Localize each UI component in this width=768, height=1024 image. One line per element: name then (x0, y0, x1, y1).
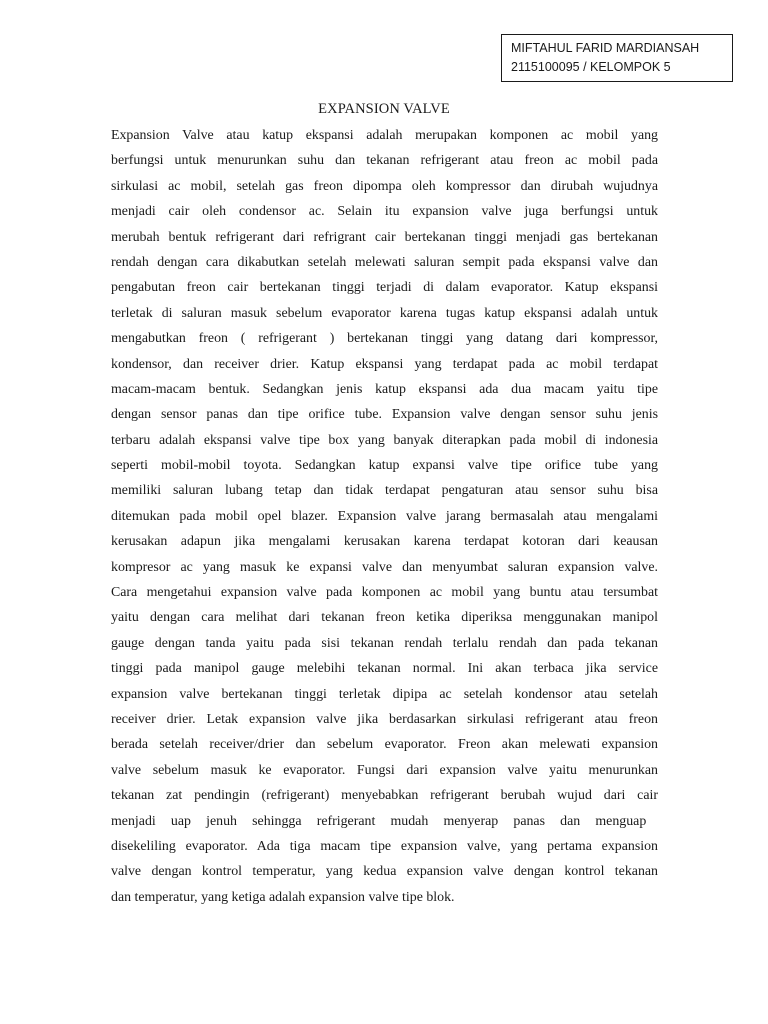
body-line: Expansion Valve atau katup ekspansi adalah merupakan komponen ac mobil yang (111, 128, 658, 143)
body-line: Cara mengetahui expansion valve pada komponen ac mobil yang buntu atau tersumbat (111, 585, 658, 601)
body-line: rendah dengan cara dikabutkan setelah melewati saluran sempit pada ekspansi valve dan (111, 254, 658, 270)
body-line: yaitu dengan cara melihat dari tekanan freon ketika diperiksa menggunakan manipol (111, 610, 658, 626)
body-line: valve dengan kontrol temperatur, yang kedua expansion valve dengan kontrol tekanan (111, 864, 658, 880)
document-body (111, 123, 658, 910)
body-line: terbaru adalah ekspansi valve tipe box yang banyak diterapkan pada mobil di indonesia (111, 432, 658, 448)
author-id-box (501, 34, 733, 82)
body-line: seperti mobil-mobil toyota. Sedangkan katup expansi valve tipe orifice tube yang (111, 458, 658, 474)
body-line: mengabutkan freon ( refrigerant ) bertekanan tinggi yang datang dari kompressor, (111, 331, 658, 347)
body-line: gauge dengan tanda yaitu pada sisi tekanan rendah terlalu rendah dan pada tekanan (111, 635, 658, 651)
body-line: receiver drier. Letak expansion valve jika berdasarkan sirkulasi refrigerant atau freon (111, 711, 658, 727)
body-line: kondensor, dan receiver drier. Katup ekspansi yang terdapat pada ac mobil terdapat (111, 356, 658, 372)
body-line: tekanan zat pendingin (refrigerant) menyebabkan refrigerant berubah wujud dari cair (111, 788, 658, 804)
body-line: macam-macam bentuk. Sedangkan jenis katup ekspansi ada dua macam yaitu tipe (111, 381, 658, 397)
body-line: tinggi pada manipol gauge melebihi tekanan normal. Ini akan terbaca jika service (111, 661, 658, 677)
body-line: dan temperatur, yang ketiga adalah expansion valve tipe blok. (111, 889, 455, 905)
body-line: pengabutan freon cair bertekanan tinggi terjadi di dalam evaporator. Katup ekspansi (111, 280, 658, 296)
body-line: valve sebelum masuk ke evaporator. Fungsi dari expansion valve yaitu menurunkan (111, 762, 658, 778)
body-line: berada setelah receiver/drier dan sebelum evaporator. Freon akan melewati expansion (111, 737, 658, 753)
body-line: terletak di saluran masuk sebelum evaporator karena tugas katup ekspansi adalah untuk (111, 305, 658, 321)
body-line: disekeliling evaporator. Ada tiga macam tipe expansion valve, yang pertama expansion (111, 838, 658, 854)
body-line: sirkulasi ac mobil, setelah gas freon dipompa oleh kompressor dan dirubah wujudnya (111, 178, 658, 194)
body-line: expansion valve bertekanan tinggi terletak dipipa ac setelah kondensor atau setelah (111, 686, 658, 702)
body-line: memiliki saluran lubang tetap dan tidak terdapat pengaturan atau sensor suhu bisa (111, 483, 658, 499)
body-line: menjadi cair oleh condensor ac. Selain itu expansion valve juga berfungsi untuk (111, 204, 658, 220)
document-title: EXPANSION VALVE (318, 101, 450, 117)
body-line: merubah bentuk refrigerant dari refrigrant cair bertekanan tinggi menjadi gas bertekanan (111, 229, 658, 245)
body-line: ditemukan pada mobil opel blazer. Expansion valve jarang bermasalah atau mengalami (111, 508, 658, 524)
body-line: kerusakan adapun jika mengalami kerusakan karena terdapat kotoran dari keausan (111, 534, 658, 550)
body-line: menjadi uap jenuh sehingga refrigerant mudah menyerap panas dan menguap (111, 813, 647, 829)
body-line: dengan sensor panas dan tipe orifice tube. Expansion valve dengan sensor suhu jenis (111, 407, 658, 423)
author-name: MIFTAHUL FARID MARDIANSAH (511, 41, 700, 55)
body-line: kompresor ac yang masuk ke expansi valve dan menyumbat saluran expansion valve. (111, 559, 658, 575)
author-id-group: 2115100095 / KELOMPOK 5 (511, 60, 671, 74)
body-line: berfungsi untuk menurunkan suhu dan tekanan refrigerant atau freon ac mobil pada (111, 153, 658, 169)
